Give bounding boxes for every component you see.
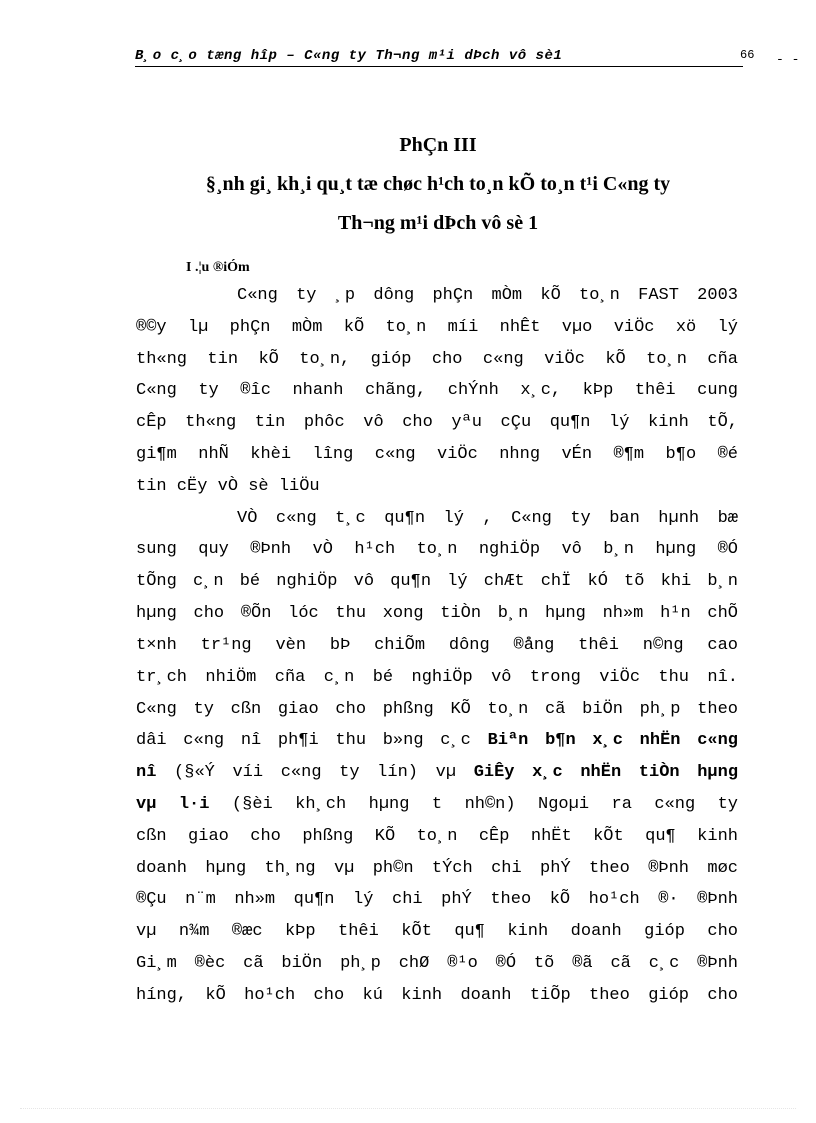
paragraph-line	[136, 761, 738, 793]
paragraph-line: ®Çu n¨m nh»m qu¶n lý chi phÝ theo kÕ ho¹ch ®· ®Þnh	[136, 890, 738, 909]
text-segment: Ngoµi ra c«ng ty	[538, 795, 739, 814]
paragraph-line: VÒ c«ng t¸c qu¶n lý , C«ng ty ban hµnh bæ	[237, 509, 738, 528]
section-heading: I .¦u ®iÓm	[186, 260, 250, 275]
paragraph-line: cßn giao cho phßng KÕ to¸n cÊp nhËt kÕt qu¶ kinh	[136, 827, 738, 846]
paragraph-line: tÕng c¸n bé nghiÖp vô qu¶n lý chÆt chÏ kÓ tõ khi b¸n	[136, 572, 738, 591]
paragraph-line: tr¸ch nhiÖm cña c¸n bé nghiÖp vô trong viÖc thu nî.	[136, 668, 738, 687]
bold-text-segment: Biªn b¶n x¸c nhËn c«ng	[487, 731, 738, 750]
paragraph-line: tin cËy vÒ sè liÖu	[136, 477, 320, 496]
paragraph-line: gi¶m nhÑ khèi lîng c«ng viÖc nhng vÉn ®¶m b¶o ®é	[136, 445, 738, 464]
paragraph-line: vµ n¾m ®æc kÞp thêi kÕt qu¶ kinh doanh gióp cho	[136, 922, 738, 941]
paragraph-line: t×nh tr¹ng vèn bÞ chiÕm dông ®ång thêi n©ng cao	[136, 636, 738, 655]
header-dashes: - -	[776, 52, 800, 67]
text-segment: nh©n)	[464, 795, 516, 814]
paragraph-line: híng, kÕ ho¹ch cho kú kinh doanh tiÕp theo gióp cho	[136, 986, 738, 1005]
paragraph-line: ®©y lµ phÇn mÒm kÕ to¸n míi nhÊt vµo viÖc xö lý	[136, 318, 738, 337]
paragraph-line: Gi¸m ®èc cã biÖn ph¸p chØ ®¹o ®Ó tõ ®ã cã c¸c ®Þnh	[136, 954, 738, 973]
paragraph-line: C«ng ty ¸p dông phÇn mÒm kÕ to¸n FAST 2003	[237, 286, 738, 305]
paragraph-line: sung quy ®Þnh vÒ h¹ch to¸n nghiÖp vô b¸n hµng ®Ó	[136, 540, 738, 559]
text-segment: (§èi kh¸ch hµng	[231, 795, 410, 814]
running-header: B¸o c¸o tæng hîp – C«ng ty Th¬ng m¹i dÞch vô sè1	[135, 48, 743, 67]
paragraph-line: doanh hµng th¸ng vµ ph©n tÝch chi phÝ theo ®Þnh møc	[136, 859, 738, 878]
paragraph-line: cÊp th«ng tin phôc vô cho yªu cÇu qu¶n lý kinh tÕ,	[136, 413, 738, 432]
page-number: 66	[740, 48, 755, 62]
bold-text-segment: GiÊy x¸c nhËn tiÒn hµng	[473, 763, 739, 782]
text-segment: vµ	[435, 763, 457, 782]
text-segment: dâi c«ng nî ph¶i thu b»ng c¸c	[136, 731, 471, 750]
text-segment: (§«Ý víi c«ng ty lín)	[174, 763, 418, 782]
paragraph-line	[136, 729, 738, 761]
paragraph-line: C«ng ty ®îc nhanh chãng, chÝnh x¸c, kÞp thêi cung	[136, 381, 738, 400]
chapter-title-line-1: §¸nh gi¸ kh¸i qu¸t tæ chøc h¹ch to¸n kÕ to¸n t¹i C«ng ty	[205, 173, 671, 195]
paragraph-line: C«ng ty cßn giao cho phßng KÕ to¸n cã biÖn ph¸p theo	[136, 700, 738, 719]
text-segment: t	[431, 795, 443, 814]
footer-divider	[20, 1108, 796, 1109]
paragraph-line: hµng cho ®Õn lóc thu xong tiÒn b¸n hµng nh»m h¹n chÕ	[136, 604, 738, 623]
paragraph-line	[136, 793, 738, 825]
bold-text-segment: nî	[136, 763, 157, 782]
part-title: PhÇn III	[399, 134, 477, 156]
paragraph-line: th«ng tin kÕ to¸n, gióp cho c«ng viÖc kÕ to¸n cña	[136, 350, 738, 369]
chapter-title-line-2: Th¬ng m¹i dÞch vô sè 1	[337, 212, 539, 234]
bold-text-segment: vµ l·i	[136, 795, 210, 814]
